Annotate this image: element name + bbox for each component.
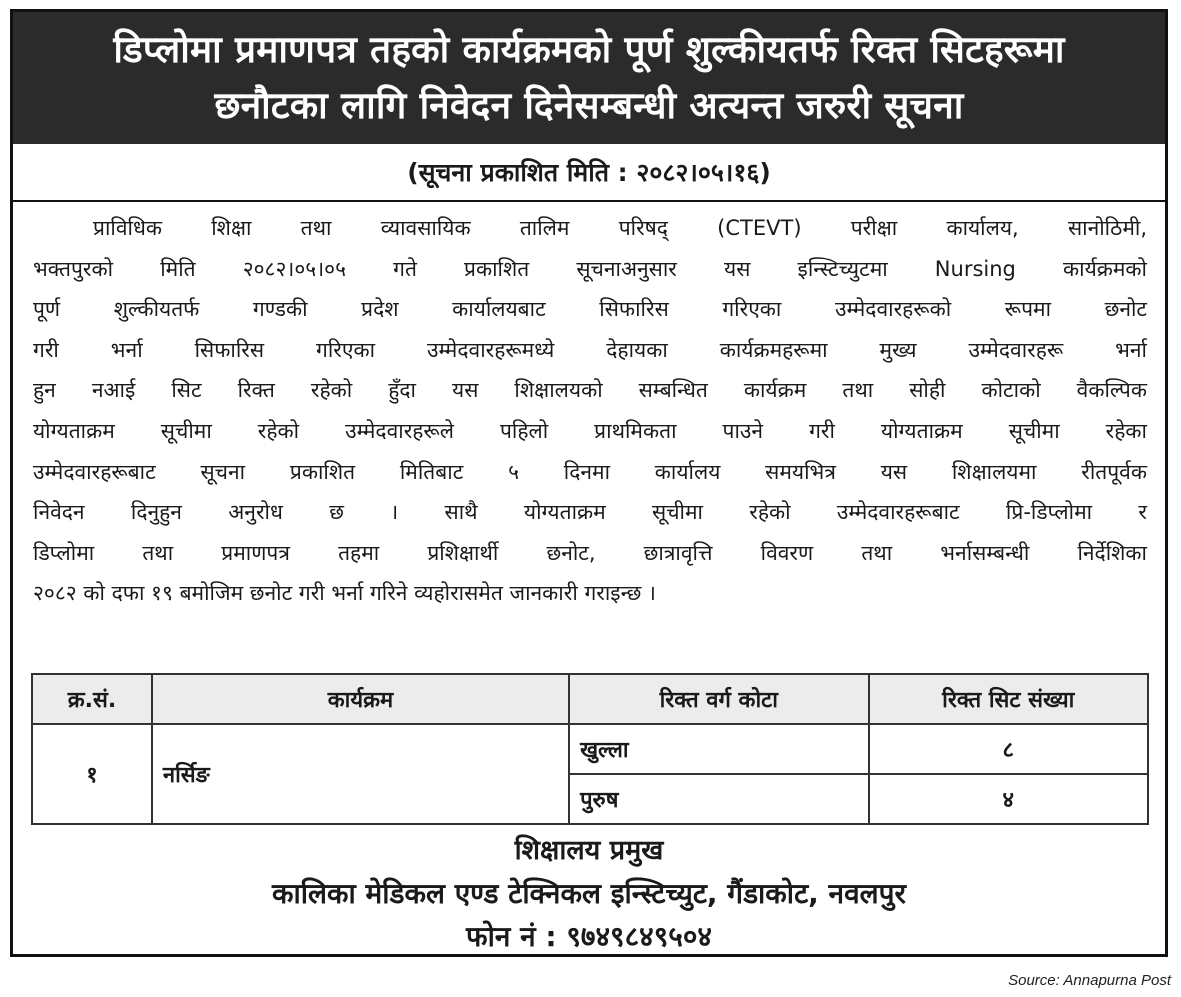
body-line: डिप्लोमा तथा प्रमाणपत्र तहमा प्रशिक्षार्थी छनोट, छात्रावृत्ति विवरण तथा भर्नासम्बन्धी निर्देशिका xyxy=(33,540,1147,565)
body-line: पूर्ण शुल्कीयतर्फ गण्डकी प्रदेश कार्यालयबाट सिफारिस गरिएका उम्मेदवारहरूको रूपमा छनोट xyxy=(33,297,1147,322)
vacancy-table xyxy=(31,673,1149,825)
body-line: योग्यताक्रम सूचीमा रहेको उम्मेदवारहरूले पहिलो प्राथमिकता पाउने गरी योग्यताक्रम सूचीमा रहेका xyxy=(33,418,1147,443)
notice-header xyxy=(13,12,1165,144)
notice-title-line-1: डिप्लोमा प्रमाणपत्र तहको कार्यक्रमको पूर्ण शुल्कीयतर्फ रिक्त सिटहरूमा xyxy=(113,28,1065,71)
cell-program: नर्सिङ xyxy=(152,724,569,824)
body-line: प्राविधिक शिक्षा तथा व्यावसायिक तालिम परिषद् (CTEVT) परीक्षा कार्यालय, सानोठिमी, xyxy=(93,216,1147,240)
body-line: गरी भर्ना सिफारिस गरिएका उम्मेदवारहरूमध्ये देहायका कार्यक्रमहरूमा मुख्य उम्मेदवारहरू भर्ना xyxy=(33,337,1147,362)
table-row xyxy=(32,724,1148,774)
notice-body xyxy=(33,208,1147,614)
cell-quota: खुल्ला xyxy=(569,724,868,774)
body-line: उम्मेदवारहरूबाट सूचना प्रकाशित मितिबाट ५ दिनमा कार्यालय समयभित्र यस शिक्षालयमा रीतपूर्वक xyxy=(33,459,1147,484)
published-date: (सूचना प्रकाशित मिति : २०८२।०५।१६) xyxy=(13,144,1165,202)
header-program: कार्यक्रम xyxy=(152,674,569,724)
header-seats: रिक्त सिट संख्या xyxy=(869,674,1149,724)
footer-institute: कालिका मेडिकल एण्ड टेक्निकल इन्स्टिच्युट, गैंडाकोट, नवलपुर xyxy=(271,877,907,910)
footer-phone: फोन नं : ९७४९८४९५०४ xyxy=(466,920,712,953)
body-line: २०८२ को दफा १९ बमोजिम छनोट गरी भर्ना गरिने व्यहोरासमेत जानकारी गराइन्छ । xyxy=(33,581,656,606)
cell-quota: पुरुष xyxy=(569,774,868,824)
body-line: हुन नआई सिट रिक्त रहेको हुँदा यस शिक्षालयको सम्बन्धित कार्यक्रम तथा सोही कोटाको वैकल्पिक xyxy=(33,378,1147,403)
header-quota: रिक्त वर्ग कोटा xyxy=(569,674,868,724)
footer-head: शिक्षालय प्रमुख xyxy=(514,835,664,866)
cell-seats: ४ xyxy=(869,774,1149,824)
source-credit: Source: Annapurna Post xyxy=(1008,972,1171,989)
cell-seats: ८ xyxy=(869,724,1149,774)
table-header-row xyxy=(32,674,1148,724)
notice-title-line-2: छनौटका लागि निवेदन दिनेसम्बन्धी अत्यन्त जरुरी सूचना xyxy=(214,84,964,127)
body-line: निवेदन दिनुहुन अनुरोध छ । साथै योग्यताक्रम सूचीमा रहेको उम्मेदवारहरूबाट प्रि-डिप्लोमा र xyxy=(33,500,1147,525)
notice-footer xyxy=(13,830,1165,958)
body-line: भक्तपुरको मिति २०८२।०५।०५ गते प्रकाशित सूचनाअनुसार यस इन्स्टिच्युटमा Nursing कार्यक्रमको xyxy=(33,256,1147,281)
cell-sn: १ xyxy=(32,724,152,824)
notice xyxy=(10,9,1168,957)
header-sn: क्र.सं. xyxy=(32,674,152,724)
